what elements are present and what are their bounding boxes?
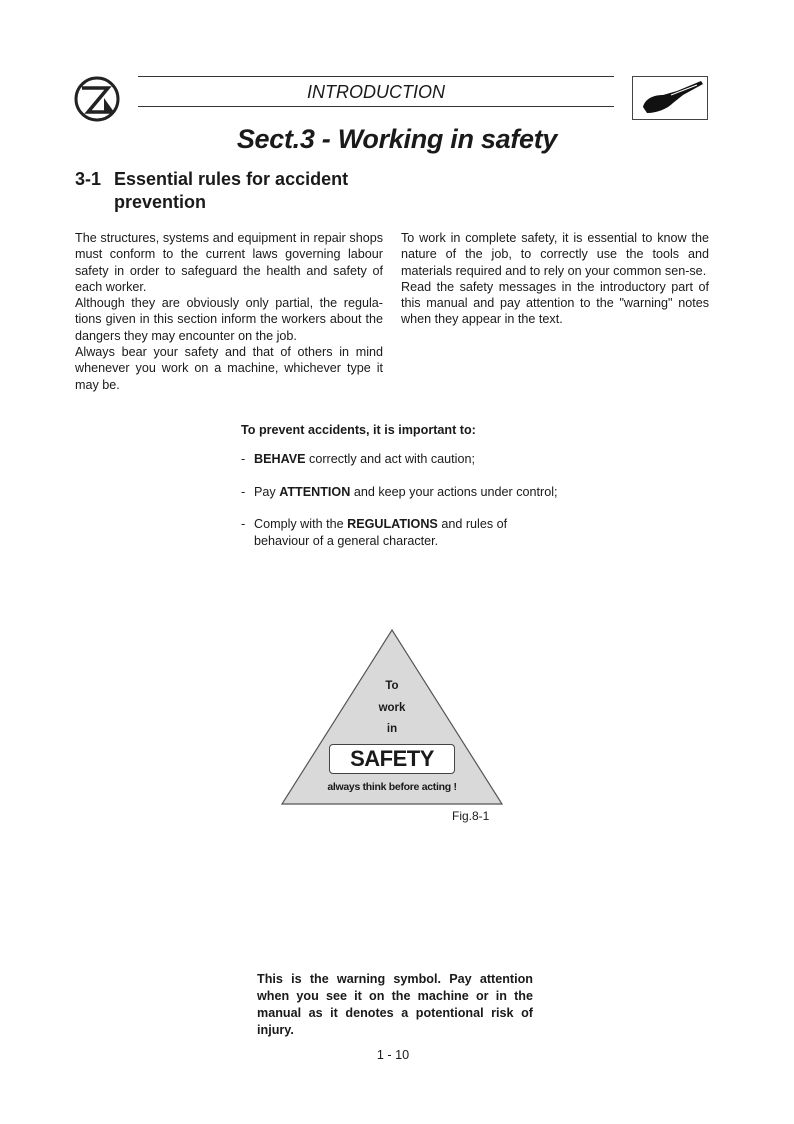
list-dash: - — [241, 517, 246, 531]
prevention-list — [241, 422, 561, 565]
triangle-text-in: in — [386, 723, 398, 735]
triangle-text-to: To — [385, 680, 399, 692]
header-rule-bottom — [138, 106, 614, 107]
page-number: 1 - 10 — [376, 1048, 410, 1062]
paragraph: Although they are obviously only partial, the regula-tions given in this section inform the workers about the dangers they may encounter on the job. — [75, 296, 383, 343]
subsection-title: Essential rules for accident prevention — [114, 169, 349, 212]
item-text-post: correctly and act with caution; — [305, 452, 475, 466]
section-title: Sect.3 - Working in safety — [236, 124, 558, 154]
item-text-pre: Pay — [254, 484, 280, 499]
paragraph: To work in complete safety, it is essential to know the nature of the job, to correctly use the tools and materials required and to rely on your common sen-se. — [401, 231, 709, 278]
list-item — [241, 484, 561, 501]
list-item — [241, 516, 561, 549]
company-logo-icon — [74, 76, 124, 122]
item-text-post: and keep your actions under control; — [350, 484, 558, 499]
list-dash: - — [241, 452, 246, 466]
hand-pointer-icon — [632, 76, 708, 120]
item-keyword: BEHAVE — [254, 452, 306, 466]
list-item — [241, 451, 561, 468]
item-keyword: REGULATIONS — [347, 517, 438, 531]
item-text-pre: Comply with the — [254, 517, 348, 531]
subsection-number: 3-1 — [75, 169, 102, 189]
item-keyword: ATTENTION — [279, 484, 351, 499]
header-rule-top — [138, 76, 614, 77]
paragraph: Read the safety messages in the introductory part of this manual and pay attention to the "warning" notes when they appear in the text. — [401, 279, 709, 327]
list-dash: - — [241, 484, 246, 499]
item-text-post: and rules of behaviour of a general character. — [254, 517, 508, 548]
left-column — [75, 230, 383, 393]
paragraph: The structures, systems and equipment in repair shops must conform to the current laws governing labour safety in order to safeguard the health and safety of each worker. — [75, 231, 383, 294]
paragraph: Always bear your safety and that of others in mind whenever you work on a machine, whichever type it may be. — [75, 345, 383, 392]
right-column — [401, 230, 709, 328]
warning-text: This is the warning symbol. Pay attention when you see it on the machine or in the manual as it denotes a potentional risk of injury. — [257, 972, 533, 1037]
prevention-lead: To prevent accidents, it is important to: — [241, 423, 476, 437]
triangle-text-work: work — [378, 702, 406, 714]
header-title: INTRODUCTION — [307, 82, 445, 102]
figure-caption: Fig.8-1 — [452, 809, 490, 823]
safety-label: SAFETY — [329, 744, 455, 774]
safety-triangle — [280, 628, 504, 806]
triangle-tagline: always think before acting ! — [327, 781, 457, 793]
